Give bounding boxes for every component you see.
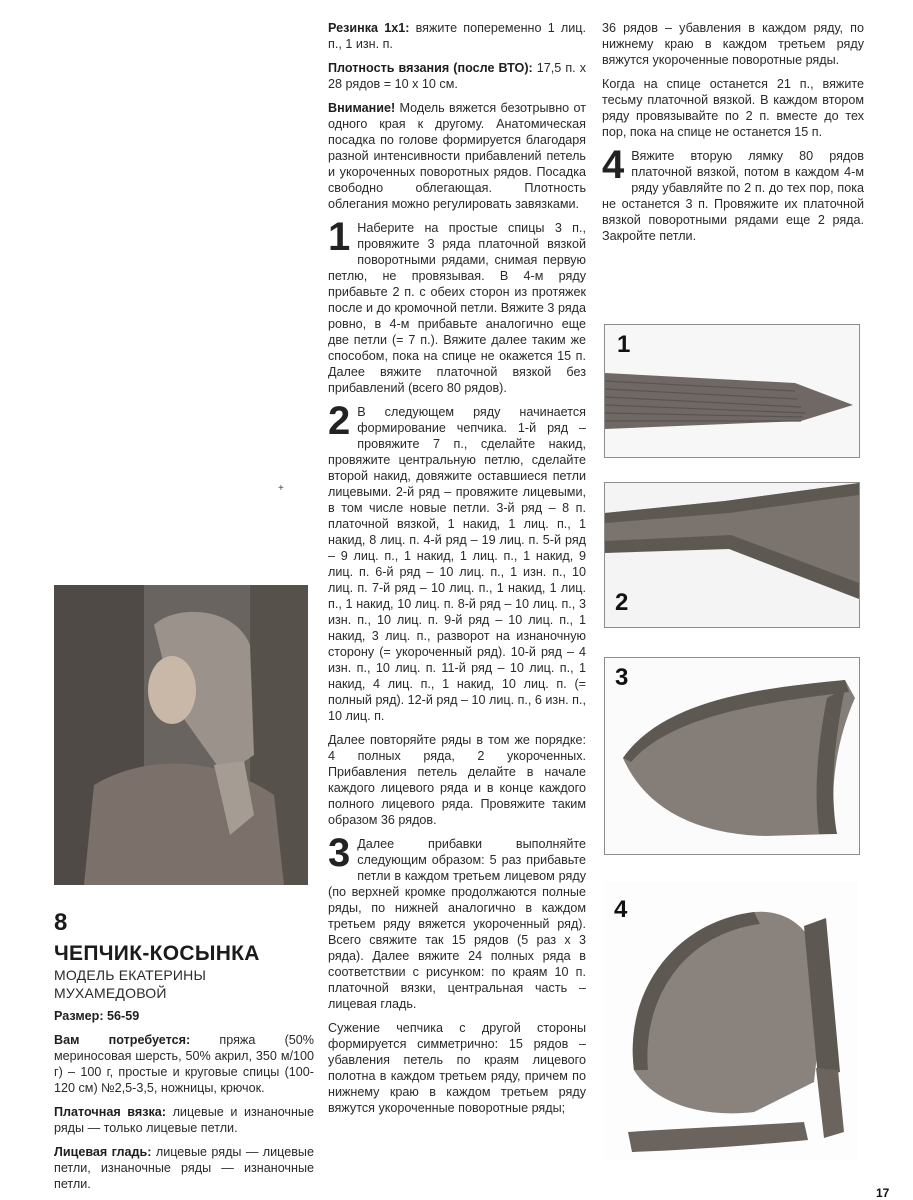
note-paragraph xyxy=(328,100,586,212)
rib-text: вяжите попеременно 1 лиц. п., 1 изн. п. xyxy=(328,21,586,51)
stockinette-text: лицевые ряды — лицевые петли, изнаночные ряды — изнаночные петли. xyxy=(54,1145,314,1191)
materials-paragraph xyxy=(54,1032,314,1096)
size-paragraph xyxy=(54,1008,314,1024)
model-number: 8 xyxy=(54,909,68,936)
crop-mark: + xyxy=(278,483,284,494)
gauge-text: 17,5 п. х 28 рядов = 10 х 10 см. xyxy=(328,61,587,91)
woman-in-headscarf-image xyxy=(54,585,308,885)
step-4-text: Вяжите вторую лямку 80 рядов платочной вязкой, потом в каждом 4-м ряду убавляйте по 2 п. до тех пор, пока не останется 3 п. Провяжите их платочной вязкой поворотными рядами еще 2 ряда. Закройте петли. xyxy=(602,149,864,243)
step-photo-3 xyxy=(604,657,860,855)
rib-label: Резинка 1х1: xyxy=(328,21,410,35)
stockinette-paragraph xyxy=(54,1144,314,1192)
step-photo-2-label: 2 xyxy=(615,589,629,616)
garter-label: Платочная вязка: xyxy=(54,1105,166,1119)
size-label: Размер: xyxy=(54,1009,104,1023)
gauge-paragraph xyxy=(328,60,586,92)
step-3-text: Далее прибавки выполняйте следующим образом: 5 раз прибавьте петли в каждом третьем лицевом ряду (по верхней кромке продолжаются полные ряды, по нижней аналогично в каждом третьем ряду вяжется укороченный ряд). Всего свяжите так 15 рядов (5 раз х 3 ряда). Далее вяжите 24 полных ряда в соответствии с рисунком: по краям 10 п. платочной вязки, центральная часть – лицевая гладь. xyxy=(328,837,586,1011)
knitted-strap-image xyxy=(605,325,859,457)
step-1 xyxy=(328,215,586,396)
model-author: МОДЕЛЬ ЕКАТЕРИНЫ МУХАМЕДОВОЙ xyxy=(54,967,207,1001)
step-4 xyxy=(602,143,864,244)
step-2-number: 2 xyxy=(328,399,351,443)
step-3-continued: Сужение чепчика с другой стороны формируется симметрично: 15 рядов – убавления петель по краям лицевого полотна в каждом третьем ряду, причем по нижнему краю в каждом третьем ряду вяжутся укороченные поворотные ряды; xyxy=(328,1021,586,1115)
step-photo-2 xyxy=(604,482,860,628)
step-photo-1-label: 1 xyxy=(617,331,631,358)
materials-text: пряжа (50% мериносовая шерсть, 50% акрил, 350 м/100 г) – 100 г, простые и круговые спицы (100-120 см) №2,5-3,5, ножницы, крючок. xyxy=(54,1033,315,1095)
step-2 xyxy=(328,399,586,724)
right-column xyxy=(602,20,864,252)
step-2-continued: Далее повторяйте ряды в том же порядке: 4 полных ряда, 2 укороченных. Прибавления петель делайте в начале каждого лицевого ряда и в конце каждого полного лицевого ряда. Провяжите таким образом 36 рядов. xyxy=(328,733,586,827)
step-photo-4 xyxy=(604,882,858,1160)
gauge-label: Плотность вязания (после ВТО): xyxy=(328,61,533,75)
rib-paragraph xyxy=(328,20,586,52)
model-photo xyxy=(54,585,308,885)
left-column xyxy=(54,910,314,1200)
right-continued-1: 36 рядов – убавления в каждом ряду, по нижнему краю в каждом третьем ряду вяжутся укороченные поворотные ряды. xyxy=(602,21,864,67)
cap-beginning-image xyxy=(605,483,859,627)
cap-body-image xyxy=(605,658,859,854)
middle-column xyxy=(328,20,586,1124)
step-photo-1 xyxy=(604,324,860,458)
materials-label: Вам потребуется: xyxy=(54,1033,191,1047)
garter-text: лицевые и изнаночные ряды — только лицевые петли. xyxy=(54,1105,314,1135)
step-1-number: 1 xyxy=(328,215,351,259)
right-continued-2: Когда на спице останется 21 п., вяжите тесьму платочной вязкой. В каждом втором ряду провязывайте по 2 п. вместе до тех пор, пока на спице не останется 15 п. xyxy=(602,77,864,139)
step-2-text: В следующем ряду начинается формирование чепчика. 1-й ряд – провяжите 7 п., сделайте накид, провяжите центральную петлю, сделайте второй накид, довяжите оставшиеся петли лицевыми. 2-й ряд – провяжите лицевыми, в том числе новые петли. 3-й ряд – 8 п. платочной вязкой, 1 накид, 1 лиц. п., 1 накид, 8 лиц. п. 4-й ряд – 19 лиц. п. 5-й ряд – 9 лиц. п., 1 накид, 1 лиц. п., 1 накид, 9 лиц. п. 6-й ряд – 10 лиц. п., 1 изн. п., 10 лиц. п. 7-й ряд – 10 лиц. п., 1 накид, 1 лиц. п., 1 накид, 10 лиц. п. 8-й ряд – 10 лиц. п., 3 изн. п., 10 лиц. п. 9-й ряд – 10 лиц. п., 1 накид, 3 лиц. п., разворот на изнаночную сторону (= укороченный ряд). 10-й ряд – 4 изн. п., 10 лиц. п. 11-й ряд – 10 лиц. п., 1 накид, 4 лиц. п., 1 накид, 10 лиц. п. (= полный ряд). 12-й ряд – 10 лиц. п., 6 изн. п., 10 лиц. п. xyxy=(328,405,586,723)
finished-cap-image xyxy=(604,882,858,1160)
step-1-text: Наберите на простые спицы 3 п., провяжите 3 ряда платочной вязкой поворотными рядами, снимая первую петлю, не провязывая. В 4-м ряду прибавьте 2 п. с обеих сторон из протяжек после и до кромочной петли. Вяжите 3 ряда ровно, в 4-м прибавьте аналогично еще две петли (= 7 п.). Вяжите далее таким же способом, пока на спице не окажется 15 п. Далее вяжите платочной вязкой без прибавлений (всего 80 рядов). xyxy=(328,221,586,395)
step-3-number: 3 xyxy=(328,831,351,875)
garter-paragraph xyxy=(54,1104,314,1136)
step-3 xyxy=(328,831,586,1012)
note-text: Модель вяжется безотрывно от одного края к другому. Анатомическая посадка по голове формируется благодаря разной интенсивности прибавлений петель и укороченных поворотных рядов. Посадка свободно облегающая. Плотность облегания можно регулировать завязками. xyxy=(328,101,586,211)
step-4-number: 4 xyxy=(602,143,625,187)
model-title: ЧЕПЧИК-КОСЫНКА xyxy=(54,942,260,965)
size-value: 56-59 xyxy=(103,1009,140,1023)
page-number: 17 xyxy=(876,1186,890,1200)
step-photo-4-label: 4 xyxy=(614,896,628,923)
step-photo-3-label: 3 xyxy=(615,664,629,691)
note-label: Внимание! xyxy=(328,101,396,115)
stockinette-label: Лицевая гладь: xyxy=(54,1145,152,1159)
